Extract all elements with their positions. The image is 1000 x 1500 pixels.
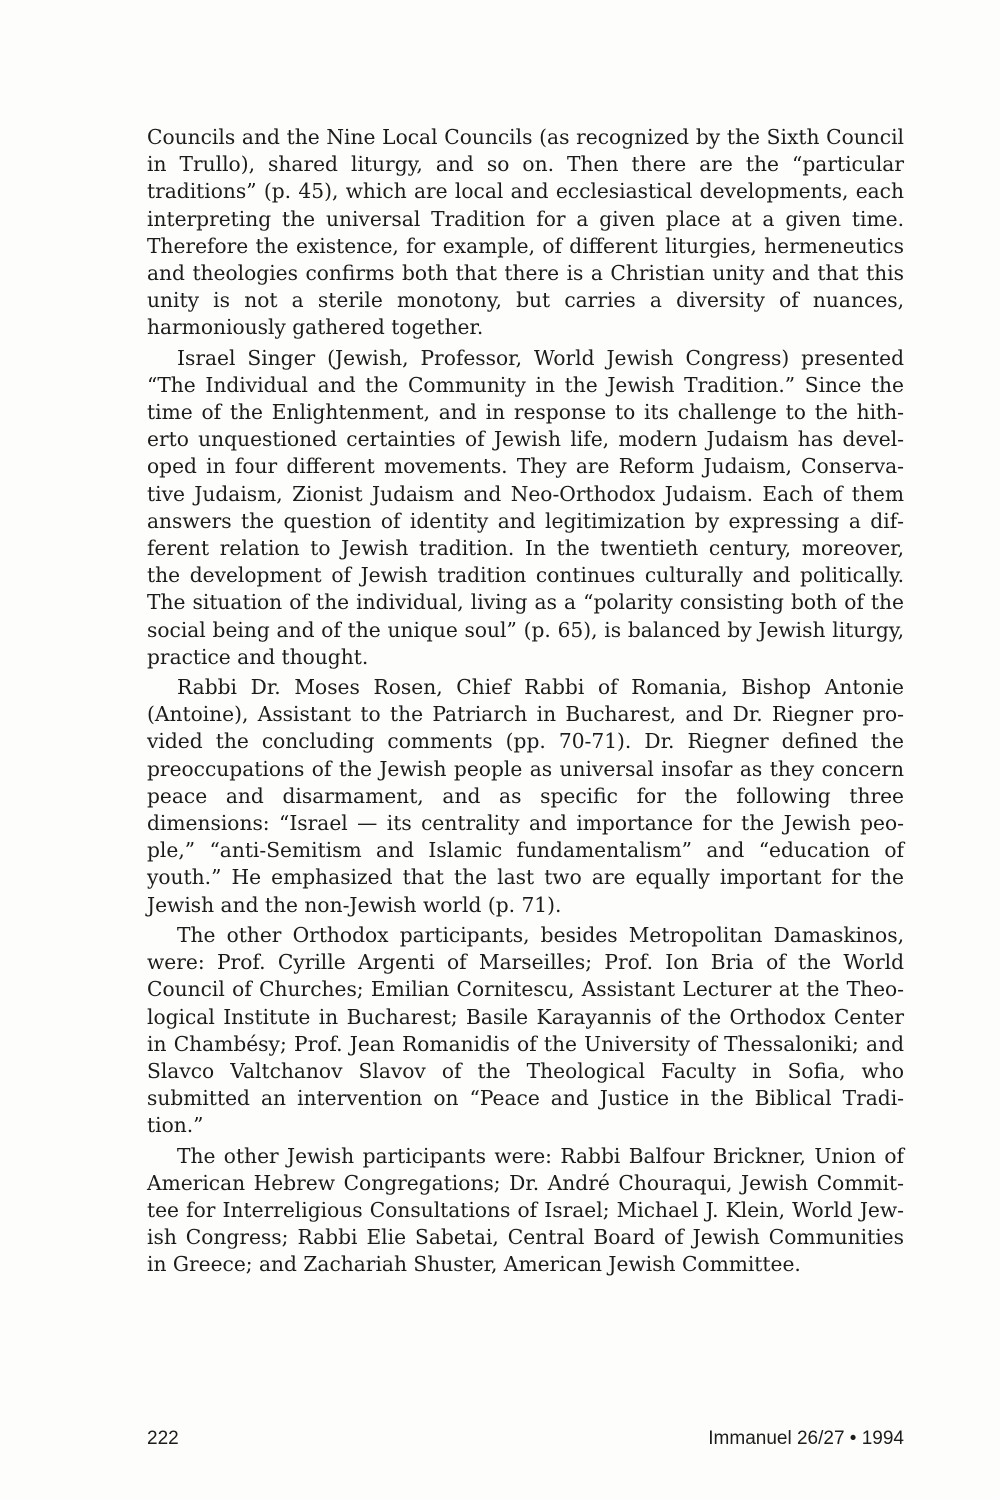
paragraph-2: Israel Singer (Jewish, Professor, World Jewish Congress) presented “The Individual and the Community in the Jewish Tradition.” Since the time of the Enlightenment, and in response to its challenge to the hitherto unquestioned certainties of Jewish life, modern Judaism has developed in four different movements. They are Reform Judaism, Conservative Judaism, Zionist Judaism and Neo-Orthodox Judaism. Each of them answers the question of identity and legitimization by expressing a different relation to Jewish tradition. In the twentieth century, moreover, the development of Jewish tradition continues culturally and politically. The situation of the individual, living as a “polarity consisting both of the social being and of the unique soul” (p. 65), is balanced by Jewish liturgy, practice and thought.	[147, 345, 904, 669]
page-number: 222	[147, 1428, 179, 1449]
paragraph-3: Rabbi Dr. Moses Rosen, Chief Rabbi of Romania, Bishop Antonie (Antoine), Assistant to the Patriarch in Bucharest, and Dr. Riegner provided the concluding comments (pp. 70-71). Dr. Riegner defined the preoccupations of the Jewish people as universal insofar as they concern peace and disarmament, and as specific for the following three dimensions: “Israel — its centrality and importance for the Jewish people,” “anti-Semitism and Islamic fundamentalism” and “education of youth.” He emphasized that the last two are equally important for the Jewish and the non-Jewish world (p. 71).	[147, 675, 904, 917]
body-text	[147, 124, 904, 1279]
paragraph-1: Councils and the Nine Local Councils (as recognized by the Sixth Council in Trullo), shared liturgy, and so on. Then there are the “particular traditions” (p. 45), which are local and ecclesiastical developments, each interpreting the universal Tradition for a given place at a given time. Therefore the existence, for example, of different liturgies, hermeneutics and theologies confirms both that there is a Christian unity and that this unity is not a sterile monotony, but carries a diversity of nuances, harmoniously gathered together.	[147, 125, 904, 340]
journal-running-foot: Immanuel 26/27 • 1994	[708, 1428, 904, 1449]
paragraph-4: The other Orthodox participants, besides Metropolitan Damaskinos, were: Prof. Cyrille Argenti of Marseilles; Prof. Ion Bria of the World Council of Churches; Emilian Cornitescu, Assistant Lecturer at the Theological Institute in Bucharest; Basile Karayannis of the Orthodox Center in Chambésy; Prof. Jean Romanidis of the University of Thessaloniki; and Slavco Valtchanov Slavov of the Theological Faculty in Sofia, who submitted an intervention on “Peace and Justice in the Biblical Tradition.”	[147, 922, 904, 1138]
paragraph-5: The other Jewish participants were: Rabbi Balfour Brickner, Union of American Hebrew Congregations; Dr. André Chouraqui, Jewish Committee for Interreligious Consultations of Israel; Michael J. Klein, World Jewish Congress; Rabbi Elie Sabetai, Central Board of Jewish Communities in Greece; and Zachariah Shuster, American Jewish Committee.	[147, 1143, 904, 1277]
